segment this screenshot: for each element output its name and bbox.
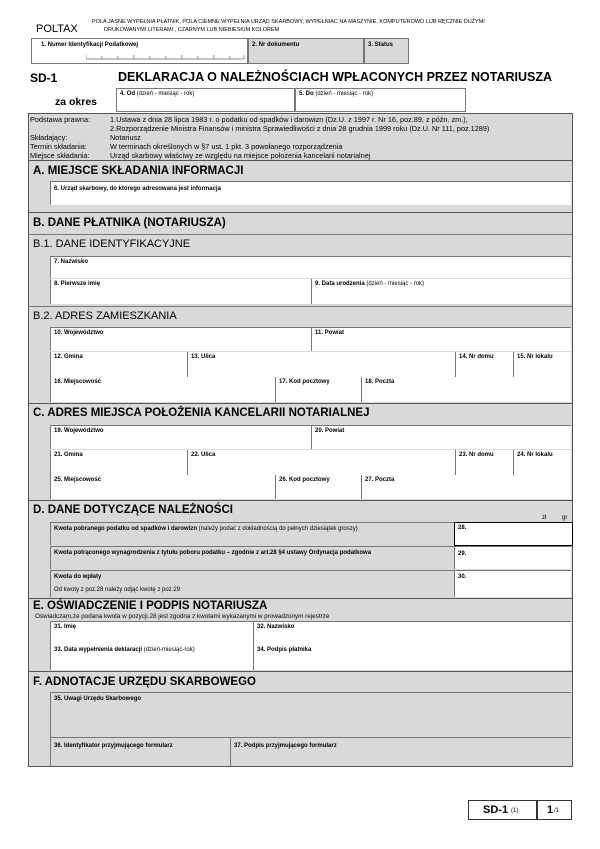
label-office-voivodeship: 19. Województwo — [54, 428, 104, 434]
field-notary-first-name[interactable] — [50, 621, 253, 643]
field-tax-office-notes — [50, 692, 571, 737]
section-a-divider — [28, 160, 573, 161]
section-e-statement: Oświadczam,że podana kwota w pozycji.28 jest zgodna z kwotami wykazanymi w prowadzonym rejestrze — [35, 613, 330, 620]
field-office-post-office[interactable] — [361, 475, 571, 499]
label-payer-signature: 34. Podpis płatnika — [257, 647, 312, 653]
footer-page-total: /1 — [554, 808, 560, 814]
label-date-to: 5. Do (dzień - miesiąc - rok) — [299, 91, 374, 97]
label-tax-collected: Kwota pobranego podatku od spadków i darowizn (należy podać z dokładnością do pełnych dziesiątek groszy) — [54, 526, 358, 532]
label-postal-code: 17. Kod pocztowy — [279, 379, 330, 385]
legal-block — [30, 115, 570, 159]
label-house-number: 14. Nr domu — [459, 354, 494, 360]
section-d-title: D. DANE DOTYCZĄCE NALEŻNOŚCI — [33, 504, 233, 516]
field-28-amount[interactable] — [454, 522, 573, 546]
field-payer-signature[interactable] — [253, 643, 571, 670]
label-document-number: 2. Nr dokumentu — [252, 42, 300, 48]
field-date-to[interactable] — [295, 88, 466, 112]
label-field-29: 29. — [458, 551, 467, 557]
label-notary-surname: 32. Nazwisko — [257, 624, 295, 630]
label-voivodeship: 10. Województwo — [54, 330, 104, 336]
field-status — [364, 38, 409, 64]
label-tax-office: 6. Urząd skarbowy, do którego adresowana jest informacja — [54, 186, 221, 192]
label-receiver-id: 36. Identyfikator przyjmującego formularz — [54, 743, 173, 749]
field-birth-date[interactable] — [311, 279, 571, 304]
label-office-city: 25. Miejscowość — [54, 477, 102, 483]
field-house-number[interactable] — [455, 352, 513, 377]
field-office-county[interactable] — [311, 425, 571, 449]
label-birth-date: 9. Data urodzenia (dzień - miesiąc - rok) — [315, 281, 425, 287]
label-commune: 12. Gmina — [54, 354, 83, 360]
label-office-postal-code: 26. Kod pocztowy — [279, 477, 330, 483]
field-office-city[interactable] — [50, 475, 275, 499]
brand-poltax: POLTAX — [36, 23, 78, 35]
label-field-28: 28. — [458, 525, 467, 531]
label-date-from: 4. Od (dzień - miesiąc - rok) — [120, 91, 195, 97]
nip-dash-line — [86, 54, 246, 60]
label-office-apartment-number: 24. Nr lokalu — [517, 452, 553, 458]
label-office-commune: 21. Gmina — [54, 452, 83, 458]
field-document-number — [248, 38, 364, 64]
submitter-value: Notariusz — [110, 133, 141, 142]
deadline-value: W terminach określonych w §7 ust. 1 pkt. 3 powołanego rozporządzenia — [110, 142, 343, 151]
field-apartment-number[interactable] — [513, 352, 571, 377]
field-office-house-number[interactable] — [455, 450, 513, 475]
label-notary-first-name: 31. Imię — [54, 624, 77, 630]
field-commune[interactable] — [50, 352, 187, 377]
field-29-amount[interactable] — [454, 546, 571, 569]
label-city: 16. Miejscowość — [54, 379, 102, 385]
currency-zl: zł — [542, 515, 547, 521]
section-b1-divider — [28, 234, 573, 235]
form-code: SD-1 — [30, 71, 58, 85]
field-30-amount[interactable] — [454, 570, 571, 597]
label-surname: 7. Nazwisko — [54, 259, 89, 265]
field-tax-office[interactable] — [50, 181, 571, 205]
field-county[interactable] — [311, 327, 571, 351]
label-nip: 1. Numer Identyfikacji Podatkowej — [41, 42, 139, 48]
field-postal-code[interactable] — [275, 377, 361, 402]
label-post-office: 18. Poczta — [365, 379, 395, 385]
section-e-divider — [28, 598, 573, 599]
label-first-name: 8. Pierwsze imię — [54, 281, 101, 287]
label-fill-date: 33. Data wypełnienia deklaracji (dzień-miesiąc-rok) — [54, 647, 195, 653]
field-street[interactable] — [187, 352, 455, 377]
label-amount-due: Kwota do wpłaty — [54, 574, 102, 580]
field-notary-surname[interactable] — [253, 621, 571, 643]
legal-basis-label: Podstawa prawna: — [30, 115, 91, 124]
footer-form-code-box — [468, 800, 537, 820]
deadline-label: Termin składania: — [30, 142, 87, 151]
section-a-title: A. MIEJSCE SKŁADANIA INFORMACJI — [33, 165, 244, 177]
row-amount-due — [50, 570, 454, 597]
footer-form-code: SD-1 — [483, 804, 509, 816]
field-office-commune[interactable] — [50, 450, 187, 475]
label-office-post-office: 27. Poczta — [365, 477, 395, 483]
label-tax-office-notes: 35. Uwagi Urzędu Skarbowego — [54, 696, 142, 702]
currency-gr: gr — [562, 515, 568, 521]
field-office-voivodeship[interactable] — [50, 425, 311, 449]
section-b2-title: B.2. ADRES ZAMIESZKANIA — [33, 310, 177, 322]
field-office-postal-code[interactable] — [275, 475, 361, 499]
field-office-apartment-number[interactable] — [513, 450, 571, 475]
field-office-street[interactable] — [187, 450, 455, 475]
field-nip[interactable] — [31, 38, 248, 64]
section-b-title: B. DANE PŁATNIKA (NOTARIUSZA) — [33, 217, 226, 229]
label-street: 13. Ulica — [191, 354, 216, 360]
field-voivodeship[interactable] — [50, 327, 311, 351]
field-receiver-id — [50, 737, 230, 766]
section-e-title: E. OŚWIADCZENIE I PODPIS NOTARIUSZA — [33, 600, 268, 612]
row-deducted-fee — [50, 546, 454, 569]
row-tax-collected — [50, 522, 454, 545]
hint-amount-due: Od kwoty z poz.28 należy odjąć kwotę z poz.29 — [54, 587, 181, 593]
place-label: Miejsce składania: — [30, 151, 90, 160]
field-surname[interactable] — [50, 256, 571, 278]
label-deducted-fee: Kwota potrąconego wynagrodzenia z tytułu poboru podatku – zgodnie z art.28 §4 ustawy Ordynacja podatkowa — [54, 550, 372, 556]
field-first-name[interactable] — [50, 279, 311, 304]
form-title: DEKLARACJA O NALEŻNOŚCIACH WPŁACONYCH PRZEZ NOTARIUSZA — [118, 70, 553, 84]
legal-basis-1: 1.Ustawa z dnia 28 lipca 1983 r. o podatku od spadków i darowizn (Dz.U. z 1997 r. Nr 16, poz.89, z późn. zm.), — [110, 115, 468, 124]
section-b2-divider — [28, 306, 573, 307]
label-field-30: 30. — [458, 574, 467, 580]
label-office-county: 20. Powiat — [315, 428, 345, 434]
section-b-divider — [28, 212, 573, 213]
label-status: 3. Status — [368, 42, 394, 48]
section-c-title: C. ADRES MIEJSCA POŁOŻENIA KANCELARII NOTARIALNEJ — [33, 407, 370, 419]
label-county: 11. Powiat — [315, 330, 345, 336]
section-f-divider — [28, 671, 573, 672]
section-d-divider — [28, 500, 573, 501]
field-receiver-signature — [230, 737, 571, 766]
label-receiver-signature: 37. Podpis przyjmującego formularz — [234, 743, 337, 749]
submitter-label: Składający: — [30, 133, 68, 142]
field-date-from[interactable] — [116, 88, 295, 112]
label-office-street: 22. Ulica — [191, 452, 216, 458]
label-apartment-number: 15. Nr lokalu — [517, 354, 553, 360]
place-value: Urząd skarbowy właściwy ze względu na miejsce położenia kancelarii notarialnej — [110, 151, 371, 160]
instructions-line-2: DRUKOWANYMI LITERAMI , CZARNYM LUB NIEBIESKIM KOLOREM — [104, 27, 280, 33]
instructions-line-1: POLA JASNE WYPEŁNIA PŁATNIK, POLA CIEMNE WYPEŁNIA URZĄD SKARBOWY, WYPEŁNIAC NA MASZYNIE, KOMPUTEROWO LUB RĘCZNIE DUŻYMI — [92, 19, 485, 25]
field-city[interactable] — [50, 377, 275, 402]
label-office-house-number: 23. Nr domu — [459, 452, 494, 458]
field-post-office[interactable] — [361, 377, 571, 402]
footer-page-box — [537, 800, 572, 820]
section-b1-title: B.1. DANE IDENTYFIKACYJNE — [33, 238, 191, 250]
field-fill-date[interactable] — [50, 643, 253, 670]
section-f-title: F. ADNOTACJE URZĘDU SKARBOWEGO — [33, 676, 256, 688]
footer-form-version: (1) — [511, 808, 519, 814]
za-okres-label: za okres — [55, 96, 98, 108]
legal-basis-2: 2.Rozporządzenie Ministra Finansów i ministra Sprawiedliwości z dnia 28 grudnia 1999 roku (Dz.U. Nr 111, poz.1289) — [110, 124, 490, 133]
footer-page-number: 1 — [547, 804, 554, 816]
section-c-divider — [28, 403, 573, 404]
